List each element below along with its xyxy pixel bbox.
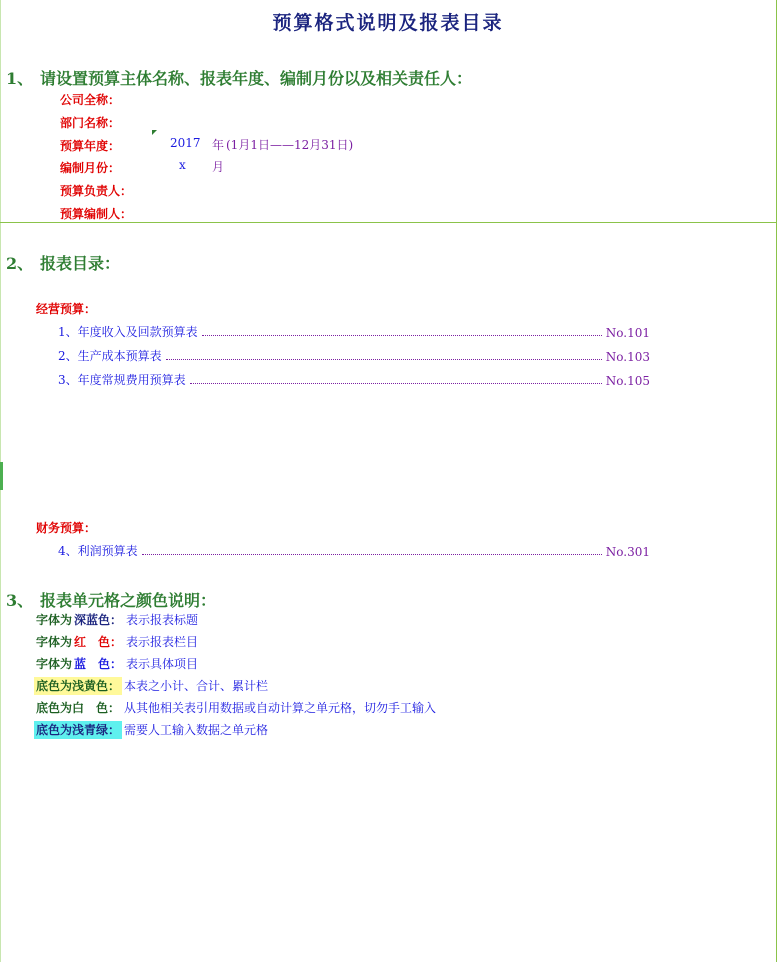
preparer-label: 预算编制人： bbox=[60, 207, 133, 221]
section2-number: 2、 bbox=[6, 254, 34, 273]
toc-leader bbox=[166, 359, 602, 360]
page-title: 预算格式说明及报表目录 bbox=[272, 12, 504, 34]
operating-budget-label: 经营预算： bbox=[36, 302, 97, 316]
legend-prefix: 字体为 bbox=[36, 613, 73, 627]
legend-key: 红 色： bbox=[74, 635, 123, 649]
toc-item-number[interactable]: No.105 bbox=[605, 374, 650, 388]
section3-title: 报表单元格之颜色说明： bbox=[40, 591, 217, 610]
legend-row-red bbox=[34, 633, 198, 651]
row-selection-mark bbox=[0, 462, 3, 490]
legend-row-blue bbox=[34, 655, 198, 673]
legend-row-white bbox=[34, 699, 436, 717]
legend-desc: 表示报表标题 bbox=[126, 613, 199, 627]
toc-row[interactable] bbox=[58, 372, 650, 388]
toc-leader bbox=[190, 383, 602, 384]
toc-item-name[interactable]: 1、年度收入及回款预算表 bbox=[58, 325, 198, 339]
legend-desc: 本表之小计、合计、累计栏 bbox=[124, 679, 269, 693]
section1-heading bbox=[6, 66, 472, 89]
right-border bbox=[776, 0, 777, 962]
legend-key: 深蓝色： bbox=[74, 613, 123, 627]
comment-indicator bbox=[152, 130, 157, 135]
toc-item-name[interactable]: 3、年度常规费用预算表 bbox=[58, 373, 186, 387]
year-value[interactable]: 2017 bbox=[170, 136, 201, 150]
toc-item-number[interactable]: No.101 bbox=[605, 326, 650, 340]
toc-row[interactable] bbox=[58, 348, 650, 364]
month-unit: 月 bbox=[212, 160, 225, 174]
legend-prefix: 字体为 bbox=[36, 635, 73, 649]
section3-heading bbox=[6, 588, 216, 611]
toc-row[interactable] bbox=[58, 543, 650, 559]
section1-number: 1、 bbox=[6, 69, 34, 88]
toc-item-name[interactable]: 2、生产成本预算表 bbox=[58, 349, 162, 363]
legend-prefix: 字体为 bbox=[36, 657, 73, 671]
legend-desc: 表示具体项目 bbox=[126, 657, 199, 671]
legend-key: 蓝 色： bbox=[74, 657, 123, 671]
legend-desc: 表示报表栏目 bbox=[126, 635, 199, 649]
legend-key-yellow-swatch: 底色为浅黄色： bbox=[36, 679, 121, 693]
legend-row-cyan bbox=[34, 721, 268, 739]
toc-leader bbox=[202, 335, 602, 336]
company-label: 公司全称： bbox=[60, 93, 121, 107]
section2-heading bbox=[6, 251, 120, 274]
toc-row[interactable] bbox=[58, 324, 650, 340]
section2-title: 报表目录： bbox=[40, 254, 121, 273]
toc-item-number[interactable]: No.103 bbox=[605, 350, 650, 364]
section-divider bbox=[0, 222, 776, 223]
legend-row-navy bbox=[34, 611, 198, 629]
legend-desc: 需要人工输入数据之单元格 bbox=[124, 723, 269, 737]
year-unit: 年 bbox=[212, 138, 225, 152]
year-range: (1月1日——12月31日) bbox=[226, 138, 354, 152]
toc-item-number[interactable]: No.301 bbox=[605, 545, 650, 559]
financial-budget-label: 财务预算： bbox=[36, 521, 97, 535]
toc-item-name[interactable]: 4、利润预算表 bbox=[58, 544, 138, 558]
month-value[interactable]: x bbox=[179, 158, 186, 172]
section3-number: 3、 bbox=[6, 591, 34, 610]
section1-title: 请设置预算主体名称、报表年度、编制月份以及相关责任人： bbox=[40, 69, 473, 88]
dept-label: 部门名称： bbox=[60, 116, 121, 130]
legend-key-cyan-swatch: 底色为浅青绿： bbox=[36, 723, 121, 737]
toc-leader bbox=[142, 554, 602, 555]
owner-label: 预算负责人： bbox=[60, 184, 133, 198]
legend-desc: 从其他相关表引用数据或自动计算之单元格，切勿手工输入 bbox=[124, 701, 437, 715]
legend-row-yellow bbox=[34, 677, 268, 695]
month-label: 编制月份： bbox=[60, 161, 121, 175]
legend-key-white-swatch: 底色为白 色： bbox=[36, 701, 121, 715]
year-label: 预算年度： bbox=[60, 139, 121, 153]
